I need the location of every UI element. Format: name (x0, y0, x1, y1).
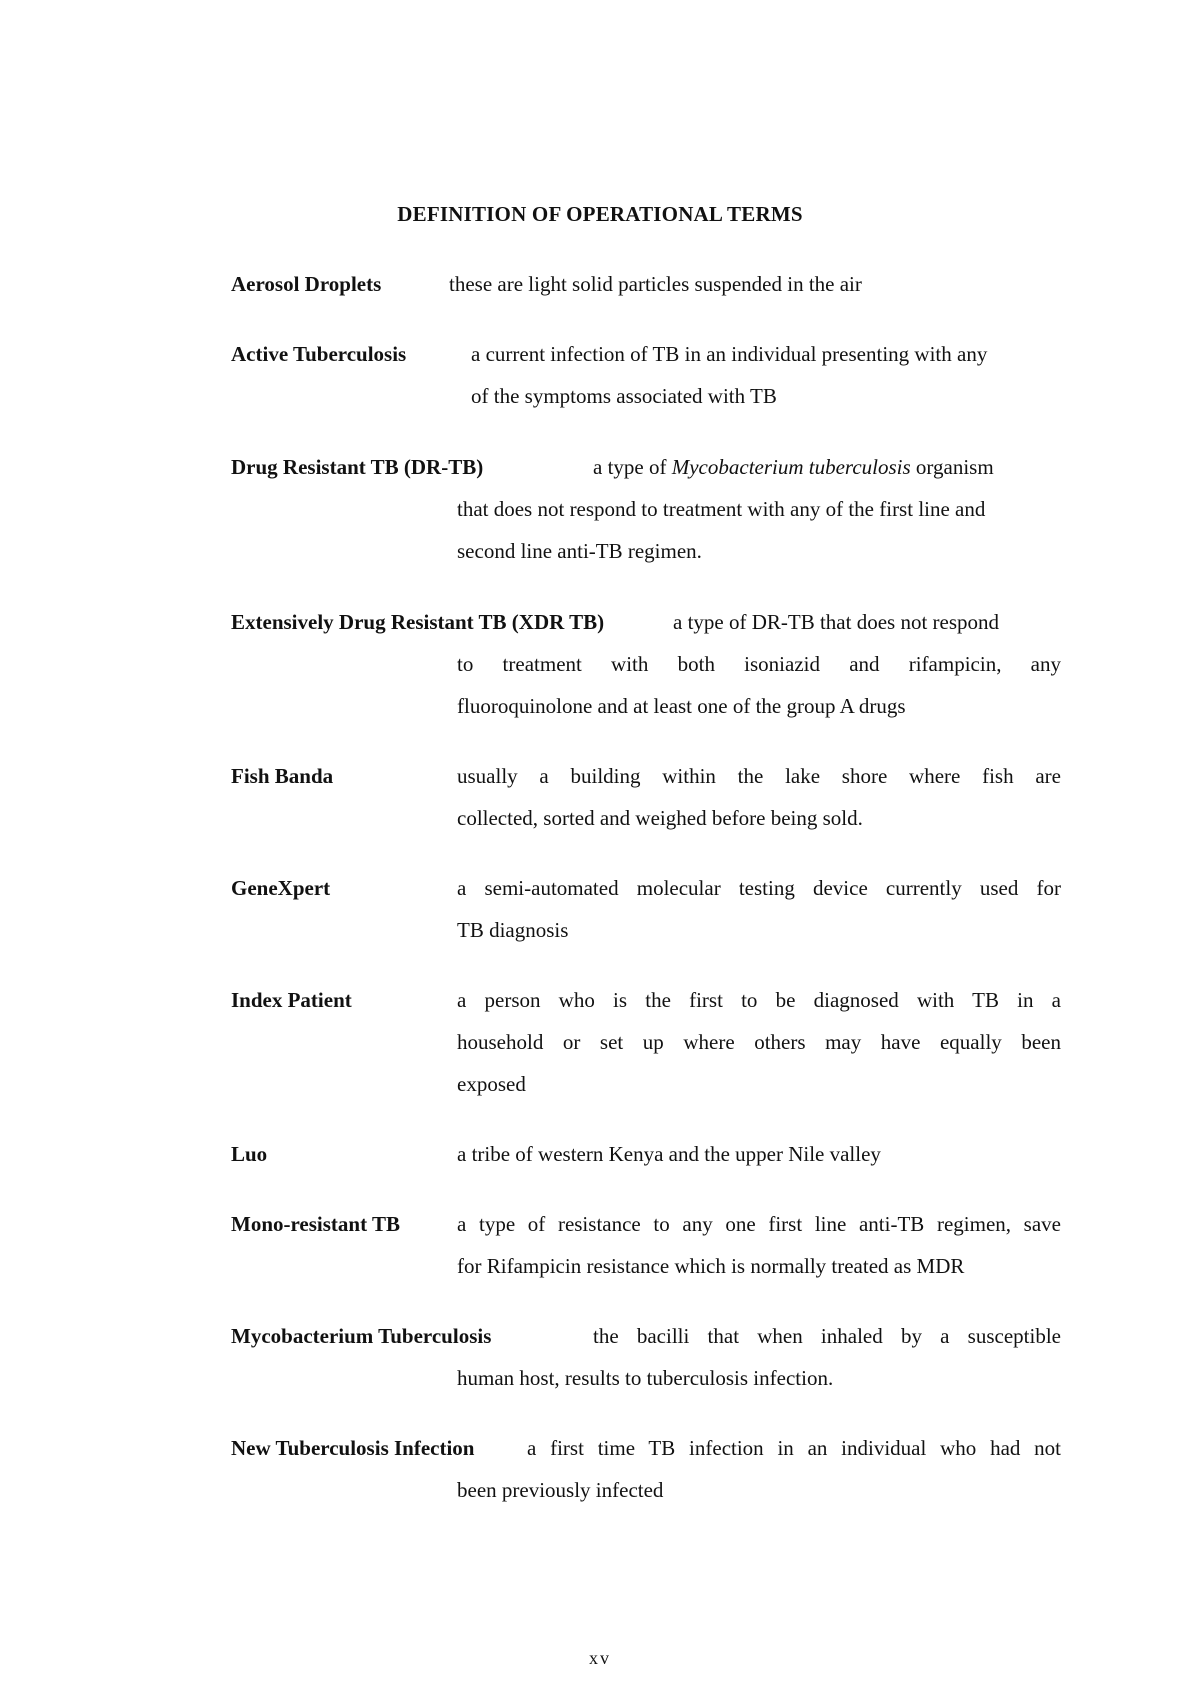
definition-line: of the symptoms associated with TB (471, 384, 777, 408)
definition-line: fluoroquinolone and at least one of the group A drugs (457, 694, 906, 718)
definition-line: household or set up where others may have equally been (457, 1030, 1061, 1054)
term-label: Mono-resistant TB (231, 1212, 400, 1236)
term-label: Active Tuberculosis (231, 342, 407, 366)
definition-line: a type of resistance to any one first line anti-TB regimen, save (457, 1212, 1061, 1236)
definition-line: a current infection of TB in an individual presenting with any (471, 342, 988, 366)
definition-line: collected, sorted and weighed before being sold. (457, 806, 863, 830)
definition-line: for Rifampicin resistance which is normally treated as MDR (457, 1254, 965, 1278)
term-label: Aerosol Droplets (231, 272, 382, 296)
definition-line: a tribe of western Kenya and the upper Nile valley (457, 1142, 881, 1166)
definition-line (593, 455, 994, 480)
term-label: Drug Resistant TB (DR-TB) (231, 455, 484, 479)
definition-line: a type of DR-TB that does not respond (673, 610, 1000, 634)
term-label: Fish Banda (231, 764, 334, 788)
species-name-italic: Mycobacterium tuberculosis (671, 455, 911, 479)
definition-line: a first time TB infection in an individual who had not (527, 1436, 1061, 1460)
term-label: Mycobacterium Tuberculosis (231, 1324, 492, 1348)
term-label: Index Patient (231, 988, 352, 1012)
definition-line: a person who is the first to be diagnosed with TB in a (457, 988, 1061, 1012)
definition-line: that does not respond to treatment with any of the first line and (457, 497, 986, 521)
definition-text: a type of (593, 455, 672, 479)
term-label: New Tuberculosis Infection (231, 1436, 475, 1460)
definition-line: these are light solid particles suspended in the air (449, 272, 862, 296)
definition-text: organism (910, 455, 994, 479)
definition-line: the bacilli that when inhaled by a susceptible (593, 1324, 1061, 1348)
term-label: Extensively Drug Resistant TB (XDR TB) (231, 610, 605, 634)
definition-line: TB diagnosis (457, 918, 569, 942)
term-label: GeneXpert (231, 876, 331, 900)
page-title: DEFINITION OF OPERATIONAL TERMS (397, 202, 803, 226)
term-label: Luo (231, 1142, 268, 1166)
definition-line: second line anti-TB regimen. (457, 539, 702, 563)
definition-line: a semi-automated molecular testing device currently used for (457, 876, 1061, 900)
definition-line: to treatment with both isoniazid and rifampicin, any (457, 652, 1061, 676)
definition-line: human host, results to tuberculosis infection. (457, 1366, 834, 1390)
definition-line: usually a building within the lake shore where fish are (457, 764, 1061, 788)
definition-line: exposed (457, 1072, 526, 1096)
page-number: xv (589, 1648, 611, 1668)
definition-line: been previously infected (457, 1478, 664, 1502)
